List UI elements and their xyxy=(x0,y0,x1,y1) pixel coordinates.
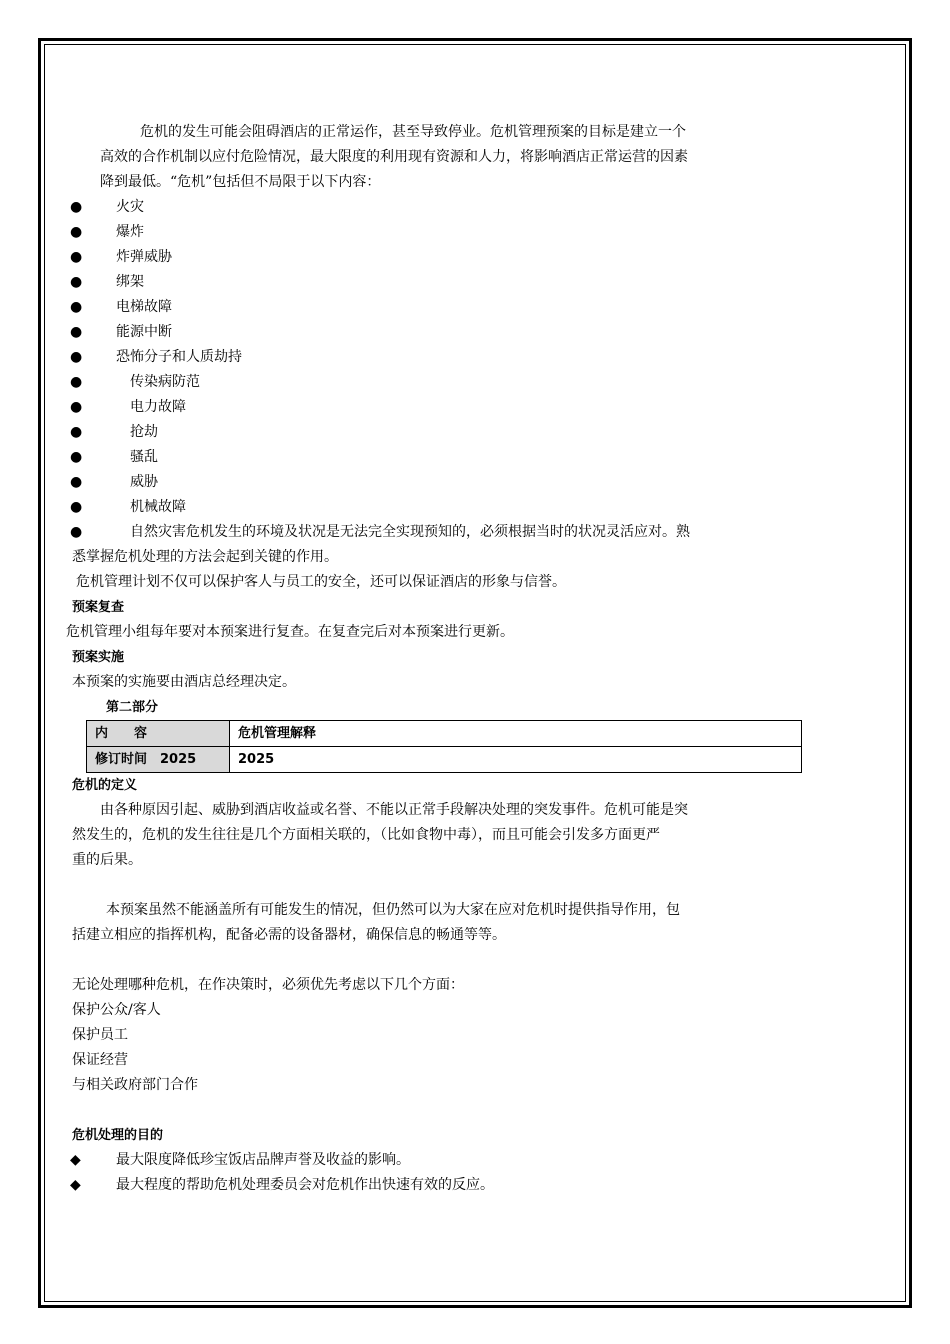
bullet-dot-icon: ● xyxy=(70,249,83,265)
bullet-dot-icon: ● xyxy=(70,474,83,490)
bullet-dot-icon: ● xyxy=(70,349,83,365)
list-item: ● 火灾 xyxy=(66,195,808,220)
review-text: 危机管理小组每年要对本预案进行复查。在复查完后对本预案进行更新。 xyxy=(66,624,514,640)
list-item: ● 骚乱 xyxy=(66,445,808,470)
bullet-dot-icon: ● xyxy=(70,224,83,240)
list-item: ● 绑架 xyxy=(66,270,808,295)
bullet-dot-icon: ● xyxy=(70,374,83,390)
table-label-revision: 修订时间 2025 xyxy=(87,747,230,773)
list-item: ● 传染病防范 xyxy=(66,370,808,395)
crisis-list xyxy=(66,195,808,545)
priorities-intro: 无论处理哪种危机，在作决策时，必须优先考虑以下几个方面： xyxy=(72,977,464,993)
diamond-bullet-icon: ◆ xyxy=(70,1152,81,1168)
definition-heading: 危机的定义 xyxy=(72,778,138,793)
table-value-revision: 2025 xyxy=(230,747,802,773)
list-item: ● 抢劫 xyxy=(66,420,808,445)
list-item: ● 恐怖分子和人质劫持 xyxy=(66,345,808,370)
table-row xyxy=(87,747,802,773)
definition-line-1: 由各种原因引起、威胁到酒店收益或名誉、不能以正常手段解决处理的突发事件。危机可能是突 xyxy=(100,802,688,818)
priority-item: 保证经营 xyxy=(72,1052,128,1068)
info-table xyxy=(86,720,802,773)
bullet-dot-icon: ● xyxy=(70,274,83,290)
scope-line-1: 本预案虽然不能涵盖所有可能发生的情况，但仍然可以为大家在应对危机时提供指导作用，包 xyxy=(106,902,680,918)
definition-line-3: 重的后果。 xyxy=(72,852,142,868)
diamond-bullet-icon: ◆ xyxy=(70,1177,81,1193)
bullet-dot-icon: ● xyxy=(70,299,83,315)
list-item: ● 电梯故障 xyxy=(66,295,808,320)
list-item: ● 自然灾害危机发生的环境及状况是无法完全实现预知的，必须根据当时的状况灵活应对。熟 xyxy=(66,520,808,545)
document-body xyxy=(66,120,808,1198)
review-heading: 预案复查 xyxy=(72,600,125,615)
list-item: ◆ 最大程度的帮助危机处理委员会对危机作出快速有效的反应。 xyxy=(66,1173,808,1198)
part2-heading: 第二部分 xyxy=(106,700,159,715)
purpose-heading: 危机处理的目的 xyxy=(72,1128,164,1143)
intro-line-2: 高效的合作机制以应付危险情况，最大限度的利用现有资源和人力，将影响酒店正常运营的因素 xyxy=(100,149,688,165)
list-item: ● 威胁 xyxy=(66,470,808,495)
priority-item: 与相关政府部门合作 xyxy=(72,1077,198,1093)
bullet-dot-icon: ● xyxy=(70,424,83,440)
list-item: ● 能源中断 xyxy=(66,320,808,345)
bullet-dot-icon: ● xyxy=(70,524,83,540)
plan-note: 危机管理计划不仅可以保护客人与员工的安全，还可以保证酒店的形象与信誉。 xyxy=(76,574,566,590)
implement-text: 本预案的实施要由酒店总经理决定。 xyxy=(72,674,296,690)
list-item: ● 爆炸 xyxy=(66,220,808,245)
intro-line-1: 危机的发生可能会阻碍酒店的正常运作，甚至导致停业。危机管理预案的目标是建立一个 xyxy=(140,124,686,140)
intro-line-3: 降到最低。“危机”包括但不局限于以下内容： xyxy=(100,174,381,190)
bullet-dot-icon: ● xyxy=(70,399,83,415)
bullet-dot-icon: ● xyxy=(70,449,83,465)
list-item: ● 炸弹威胁 xyxy=(66,245,808,270)
table-row xyxy=(87,721,802,747)
list-item: ◆ 最大限度降低珍宝饭店品牌声誉及收益的影响。 xyxy=(66,1148,808,1173)
table-value-content: 危机管理解释 xyxy=(230,721,802,747)
definition-line-2: 然发生的，危机的发生往往是几个方面相关联的，（比如食物中毒），而且可能会引发多方面更严 xyxy=(72,827,660,843)
list-item: ● 电力故障 xyxy=(66,395,808,420)
priority-item: 保护员工 xyxy=(72,1027,128,1043)
priority-item: 保护公众/客人 xyxy=(72,1002,161,1018)
natural-disaster-line-2: 悉掌握危机处理的方法会起到关键的作用。 xyxy=(72,549,338,565)
bullet-dot-icon: ● xyxy=(70,199,83,215)
bullet-dot-icon: ● xyxy=(70,499,83,515)
scope-line-2: 括建立相应的指挥机构，配备必需的设备器材，确保信息的畅通等等。 xyxy=(72,927,506,943)
list-item: ● 机械故障 xyxy=(66,495,808,520)
bullet-dot-icon: ● xyxy=(70,324,83,340)
implement-heading: 预案实施 xyxy=(72,650,125,665)
table-label-content: 内 容 xyxy=(87,721,230,747)
